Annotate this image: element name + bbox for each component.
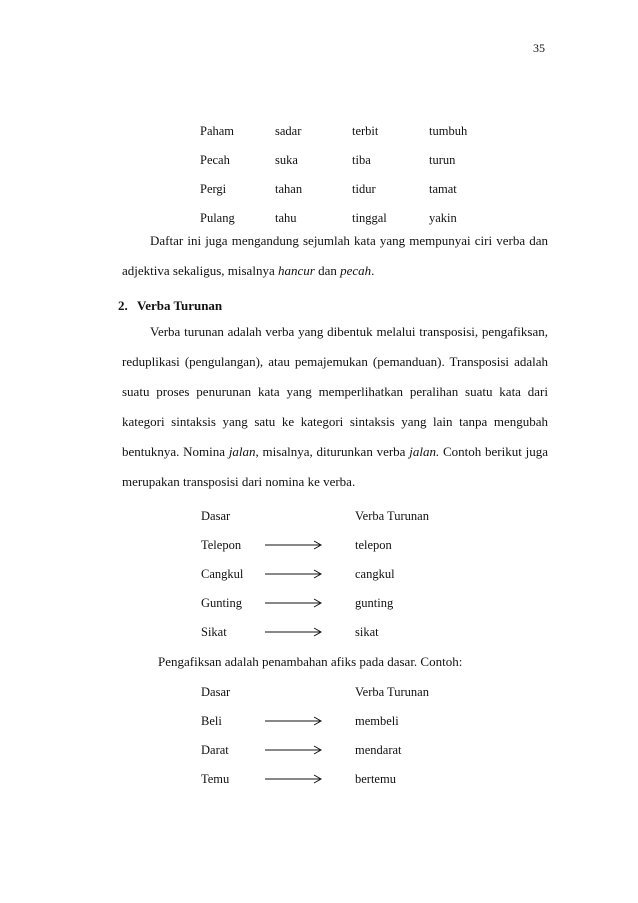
- word-cell: tinggal: [352, 211, 387, 225]
- word-cell: Pecah: [200, 153, 230, 167]
- word-cell: terbit: [352, 124, 379, 138]
- derived-word: gunting: [355, 596, 394, 610]
- base-word: Cangkul: [201, 567, 244, 581]
- arrow-right-icon: [265, 744, 323, 756]
- example-header-row: [0, 684, 638, 702]
- base-word: Sikat: [201, 625, 227, 639]
- word-cell: tahu: [275, 211, 297, 225]
- example-row: [0, 771, 638, 789]
- word-cell: tiba: [352, 153, 371, 167]
- arrow-right-icon: [265, 626, 323, 638]
- base-word: Gunting: [201, 596, 242, 610]
- word-cell: suka: [275, 153, 298, 167]
- arrow-right-icon: [265, 539, 323, 551]
- example-row: [0, 595, 638, 613]
- derived-word: sikat: [355, 625, 379, 639]
- word-cell: Pulang: [200, 211, 235, 225]
- base-word: Telepon: [201, 538, 242, 552]
- word-table-row: [0, 210, 638, 226]
- word-cell: sadar: [275, 124, 302, 138]
- arrow-right-icon: [265, 597, 323, 609]
- arrow-right-icon: [265, 715, 323, 727]
- paragraph-verb-adjective: Daftar ini juga mengandung sejumlah kata yang mempunyai ciri verba dan adjektiva sekaligus, misalnya hancur dan pecah.: [122, 233, 548, 278]
- column-header-base: Dasar: [201, 509, 231, 523]
- word-cell: yakin: [429, 211, 457, 225]
- word-cell: tamat: [429, 182, 457, 196]
- paragraph-affixation: Pengafiksan adalah penambahan afiks pada dasar. Contoh:: [158, 654, 463, 669]
- example-header-row: [0, 508, 638, 526]
- column-header-derived: Verba Turunan: [355, 509, 429, 523]
- page-number: 35: [533, 41, 545, 55]
- arrow-right-icon: [265, 773, 323, 785]
- word-table-row: [0, 181, 638, 197]
- word-cell: Pergi: [200, 182, 227, 196]
- example-row: [0, 537, 638, 555]
- derived-word: mendarat: [355, 743, 402, 757]
- paragraph-derived-verbs: Verba turunan adalah verba yang dibentuk melalui transposisi, pengafiksan, reduplikasi (pengulangan), atau pemajemukan (pemanduan). Transposisi adalah suatu proses penurunan kata yang memperlihatkan peralihan suatu kata dari kategori sintaksis yang satu ke kategori sintaksis yang lain tanpa mengubah bentuknya. Nomina jalan, misalnya, diturunkan verba jalan. Contoh berikut juga merupakan transposisi dari nomina ke verba.: [122, 324, 548, 489]
- derived-word: membeli: [355, 714, 399, 728]
- derived-word: telepon: [355, 538, 392, 552]
- word-cell: tumbuh: [429, 124, 468, 138]
- word-cell: tidur: [352, 182, 376, 196]
- derived-word: bertemu: [355, 772, 396, 786]
- example-row: [0, 742, 638, 760]
- example-row: [0, 566, 638, 584]
- word-table-row: [0, 152, 638, 168]
- arrow-right-icon: [265, 568, 323, 580]
- derived-word: cangkul: [355, 567, 395, 581]
- word-cell: Paham: [200, 124, 235, 138]
- word-table-row: [0, 123, 638, 139]
- base-word: Temu: [201, 772, 230, 786]
- section-heading: 2. Verba Turunan: [118, 298, 223, 313]
- example-row: [0, 713, 638, 731]
- column-header-base: Dasar: [201, 685, 231, 699]
- base-word: Darat: [201, 743, 229, 757]
- word-cell: tahan: [275, 182, 303, 196]
- column-header-derived: Verba Turunan: [355, 685, 429, 699]
- base-word: Beli: [201, 714, 222, 728]
- word-cell: turun: [429, 153, 456, 167]
- example-row: [0, 624, 638, 642]
